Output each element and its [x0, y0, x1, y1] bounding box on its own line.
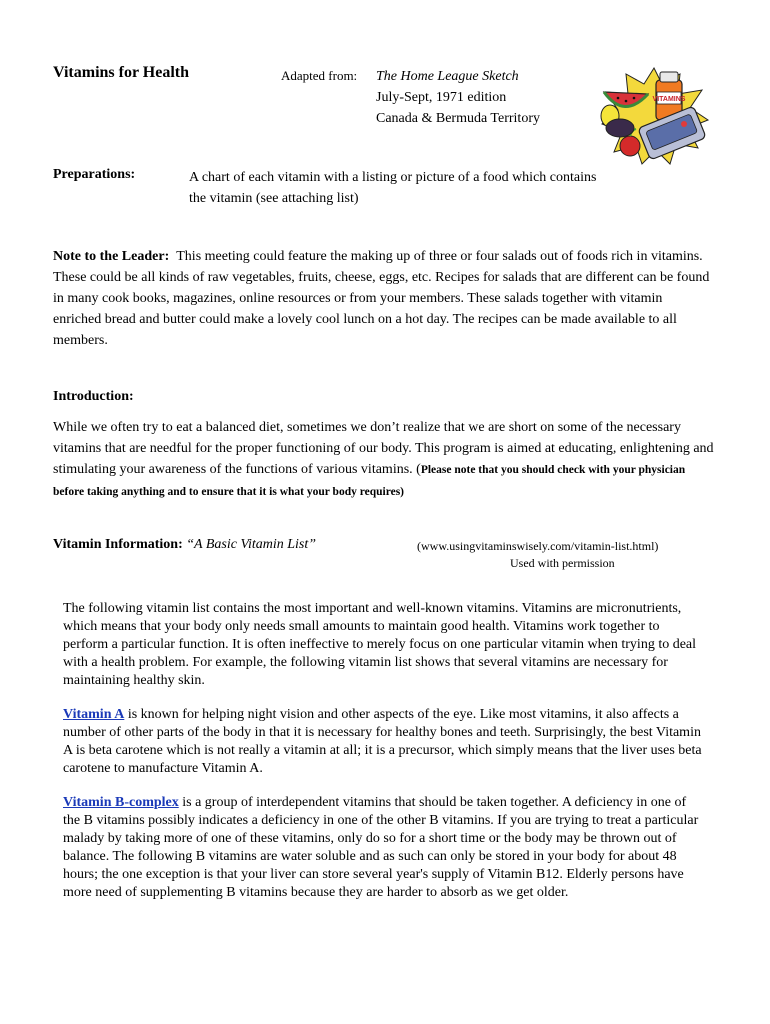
introduction-heading: Introduction:: [53, 389, 134, 404]
physician-note: Please note that you should check with your physician before taking anything and to ensure that it is what your body requires): [53, 464, 686, 498]
preparations-heading: Preparations:: [53, 167, 136, 182]
permission-note: Used with permission: [510, 556, 615, 570]
vitamin-list-subtitle: “A Basic Vitamin List”: [186, 537, 317, 552]
vitamin-info-label: Vitamin Information:: [53, 537, 183, 552]
vitamin-b-paragraph: [63, 794, 703, 902]
apple-icon: [620, 136, 640, 156]
vitamin-b-text: is a group of interdependent vitamins that should be taken together. A deficiency in one of the B vitamins possibly indicates a deficiency in one of the other B vitamins. If you are trying to treat a particular malady by taking more of one of these vitamins, only do so for a short time or the body may be thrown out of balance. The following B vitamins are water soluble and as such can only be stored in your body for about 48 hours; the one exception is that your liver can store several year's supply of Vitamin B12. Elderly persons have more need of supplementing B vitamins because they are harder to absorb as we get older.: [63, 795, 699, 900]
vitamin-a-link[interactable]: Vitamin A: [63, 707, 125, 722]
vitamin-bottle-label: VITAMINS: [652, 96, 686, 103]
note-heading: Note to the Leader:: [53, 249, 170, 264]
vitamin-information-heading: [53, 537, 316, 553]
source-territory: Canada & Bermuda Territory: [376, 111, 540, 126]
source-citation: [376, 66, 540, 129]
eggplant-icon: [606, 119, 634, 137]
vitamin-b-complex-link[interactable]: Vitamin B-complex: [63, 795, 179, 810]
adapted-from-label: Adapted from:: [281, 68, 358, 83]
note-to-leader: [53, 246, 713, 351]
vitamin-a-paragraph: [63, 706, 703, 778]
source-edition: July-Sept, 1971 edition: [376, 90, 507, 105]
source-title: The Home League Sketch: [376, 69, 519, 84]
source-url: (www.usingvitaminswisely.com/vitamin-list.html): [417, 539, 659, 553]
page-title: Vitamins for Health: [53, 64, 189, 81]
note-text: This meeting could feature the making up of three or four salads out of foods rich in vitamins. These could be all kinds of raw vegetables, fruits, cheese, eggs, etc. Recipes for salads that are different can be found in many cook books, magazines, online resources or from your members. These salads together with vitamin enriched bread and butter could make a lovely cool lunch on a hot day. The recipes can be made available to all members.: [53, 249, 710, 348]
introduction-body: [53, 417, 719, 503]
vitamin-list-section: [63, 600, 703, 918]
vitamin-a-text: is known for helping night vision and other aspects of the eye. Like most vitamins, it also affects a number of other parts of the body in that it is necessary for healthy bones and teeth. Surprisingly, the best Vitamin A is beta carotene which is not really a vitamin at all; it is a precursor, which simply means that the liver uses beta carotene to manufacture Vitamin A.: [63, 707, 702, 776]
introduction-text: While we often try to eat a balanced diet, sometimes we don’t realize that we are short on some of the necessary vitamins that are needful for the proper functioning of our body. This program is aimed at educating, enlightening and stimulating your awareness of the functions of various vitamins. (: [53, 420, 714, 477]
vitamin-list-intro: The following vitamin list contains the most important and well-known vitamins. Vitamins are micronutrients, which means that your body only needs small amounts to maintain good health. Vitamins work together to perform a particular function. It is often ineffective to merely focus on one particular vitamin when trying to deal with a health problem. For example, the following vitamin list shows that several vitamins are necessary for maintaining healthy skin.: [63, 601, 697, 688]
vitamins-food-clipart: [598, 66, 710, 166]
preparations-text: A chart of each vitamin with a listing or picture of a food which contains the vitamin (see attaching list): [189, 170, 597, 206]
